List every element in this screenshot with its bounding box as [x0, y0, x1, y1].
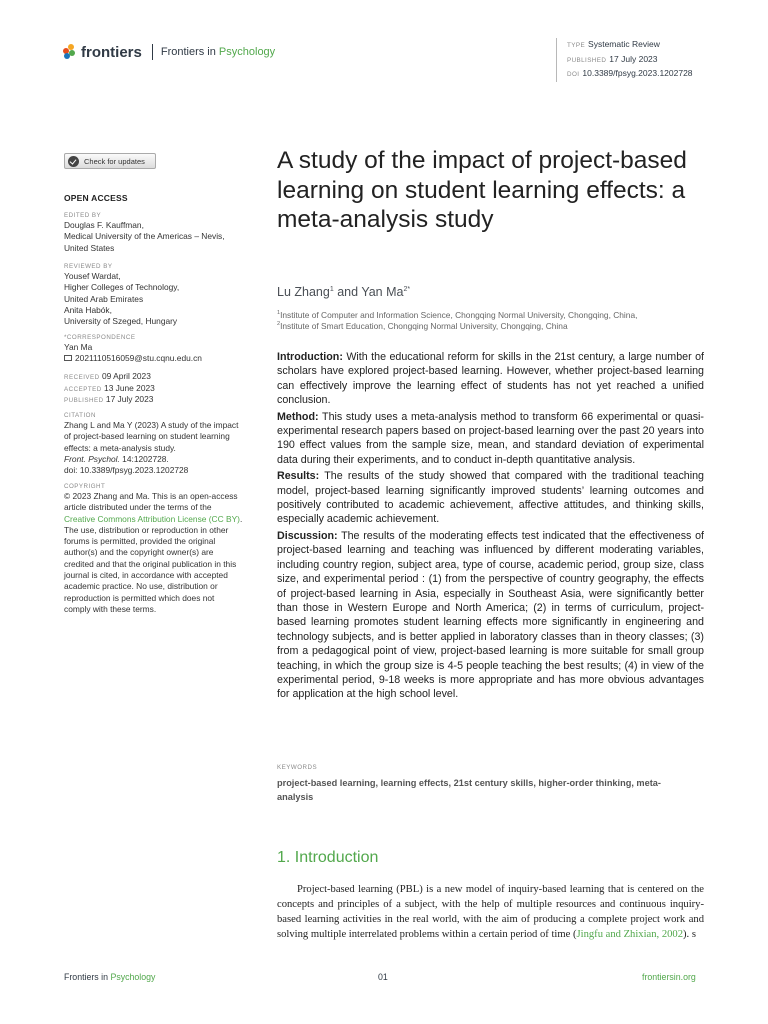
affiliation-1: $^1$Institute of Computer and Information Science, Chongqing Normal University, Chongqing, China, [277, 309, 638, 320]
section-heading: 1. Introduction [277, 849, 379, 866]
citation-line: Zhang L and Ma Y (2023) A study of the impact [64, 420, 239, 430]
mail-icon [64, 355, 72, 361]
copyright-line: © 2023 Zhang and Ma. This is an open-access [64, 491, 238, 501]
edited-by-label: EDITED BY [64, 212, 102, 219]
abstract-discussion: Discussion: The results of the moderating effects test indicated that the effectiveness of project-based learning and teaching was influenced by different moderating variables, including country region, subject area, type of course, academic period, group size, class size, and experimental period : (1) from the perspective of country geography, the effects of project-based learning in Asia, especially in Southeast Asia, were significantly better than those in Western Europe and North America; (2) in terms of curriculum, project-based learning promotes student learning effects more significantly in engineering and technology subjects, and is better applied in laboratory classes than in theory classes; (3) from a pedagogical point of view, project-based learning is more suitable for small group teaching, in which the group size is 4-5 people teaching the best results; (4) in view of the experimental period, 9-18 weeks is more appropriate and has more obvious advantages for application at the high school level. [277, 529, 704, 701]
check-updates-button[interactable] [64, 153, 156, 169]
page-number: 01 [378, 972, 388, 982]
author-name[interactable]: Lu Zhang [277, 285, 330, 299]
copyright-line: The use, distribution or reproduction in other [64, 524, 229, 535]
journal-name: Frontiers in Psychology [160, 46, 276, 58]
citation-line: effects: a meta-analysis study. [64, 442, 176, 453]
copyright-block [64, 483, 270, 615]
dates-block [64, 371, 270, 406]
author-list: Lu Zhang$^1$ and Yan $Ma^{2*}$ [277, 285, 411, 299]
abstract-introduction: Introduction: With the educational reform for skills in the 21st century, a large number of scholars have explored project-based learning. However, whether project-based learning can effectively improve the learning effect of students has not yet reached a unified conclusion. [277, 351, 704, 407]
open-access-label: OPEN ACCESS [64, 193, 128, 203]
logo-wordmark: frontiers [81, 43, 142, 61]
meta-doi[interactable]: DOI 10.3389/fpsyg.2023.1202728 [567, 68, 693, 78]
copyright-line: article distributed under the terms of the [64, 502, 212, 513]
citation-journal-line: Front. Psychol. 14:1202728. [64, 453, 169, 464]
copyright-label: COPYRIGHT [64, 483, 106, 490]
copyright-line: reproduction is permitted which does not [64, 592, 215, 603]
frontiers-logo-icon [63, 44, 77, 60]
affiliation-2: $^2$Institute of Smart Education, Chongqing Normal University, Chongqing, China [277, 320, 568, 331]
correspondence-block [64, 334, 270, 365]
citation-block [64, 412, 270, 476]
citation-label: CITATION [64, 412, 96, 419]
correspondence-name: Yan Ma [64, 342, 93, 352]
correspondence-label: *CORRESPONDENCE [64, 334, 136, 341]
copyright-line: author(s) and the copyright owner(s) are [64, 547, 214, 558]
cc-license-link[interactable]: Creative Commons Attribution License (CC BY) [64, 513, 240, 524]
edited-by-block [64, 212, 270, 254]
footer-journal: Frontiers in Psychology [64, 972, 156, 982]
keywords: project-based learning, learning effects, 21st century skills, higher-order thinking, meta-analysis [277, 778, 661, 802]
reviewed-by-label: REVIEWED BY [64, 263, 113, 270]
citation-doi[interactable]: doi: 10.3389/fpsyg.2023.1202728 [64, 465, 189, 476]
editor-line: United States [64, 242, 115, 253]
reviewer-line: Yousef Wardat, [64, 271, 121, 281]
copyright-line: academic practice. No use, distribution or [64, 581, 218, 592]
check-circle-icon [68, 156, 79, 167]
reviewer-line: University of Szeged, Hungary [64, 316, 178, 327]
reviewed-by-block [64, 263, 270, 327]
correspondence-email-row[interactable] [64, 353, 270, 364]
logo-divider [152, 44, 153, 60]
copyright-line: comply with these terms. [64, 603, 157, 614]
editor-line: Douglas F. Kauffman, [64, 220, 144, 230]
abstract-method: Method: This study uses a meta-analysis method to transform 66 experimental or quasi-experimental research papers based on project-based learning over the past 20 years into 190 effect values from the sample size, mean, and standard deviation of experimental data during their experiments, and to conduct in-depth quantitative analysis. [277, 410, 704, 466]
keywords-label: KEYWORDS [277, 764, 318, 771]
footer-site-link[interactable]: frontiersin.org [642, 972, 696, 982]
abstract-results: Results: The results of the study showed that compared with the traditional teaching model, project-based learning significantly improved students’ learning outcomes and positively contributed to academic achievement, affective attitudes, and thinking skills, especially academic achievement. [277, 470, 704, 526]
copyright-line: journal is cited, in accordance with accepted [64, 570, 228, 581]
date-published: PUBLISHED 17 July 2023 [64, 394, 154, 404]
date-received: RECEIVED 09 April 2023 [64, 371, 151, 381]
reviewer-line: Anita Habók, [64, 304, 112, 315]
copyright-link-line: Creative Commons Attribution License (CC BY). [64, 513, 243, 524]
article-meta [556, 38, 693, 82]
reviewer-line: Higher Colleges of Technology, [64, 282, 180, 293]
citation-link[interactable]: Jingfu and Zhixian, 2002 [576, 929, 684, 940]
copyright-line: credited and that the original publication in this [64, 558, 237, 569]
meta-type: TYPE Systematic Review [567, 39, 660, 49]
editor-line: Medical University of the Americas – Nevis, [64, 231, 225, 242]
copyright-line: forums is permitted, provided the original [64, 536, 216, 547]
intro-paragraph: Project-based learning (PBL) is a new model of inquiry-based learning that is centered on the concepts and principles of a subject, with the help of multiple resources and continuous inquiry-based learning activities in the real world, with the aim of producing a complete project work and solving multiple interrelated problems within a certain period of time (Jingfu and Zhixian, 2002). s [277, 884, 704, 940]
reviewer-line: United Arab Emirates [64, 293, 144, 304]
article-title: A study of the impact of project-based learning on student learning effects: a meta-analysis study [277, 147, 687, 233]
correspondence-email[interactable]: 2021110516059@stu.cqnu.edu.cn [75, 353, 202, 364]
date-accepted: ACCEPTED 13 June 2023 [64, 382, 155, 393]
journal-logo[interactable] [63, 42, 275, 62]
citation-line: of project-based learning on student learning [64, 431, 230, 442]
check-updates-label: Check for updates [84, 156, 145, 166]
abstract [277, 350, 704, 704]
author-name[interactable]: Yan Ma [361, 285, 404, 299]
meta-published: PUBLISHED 17 July 2023 [567, 53, 658, 64]
